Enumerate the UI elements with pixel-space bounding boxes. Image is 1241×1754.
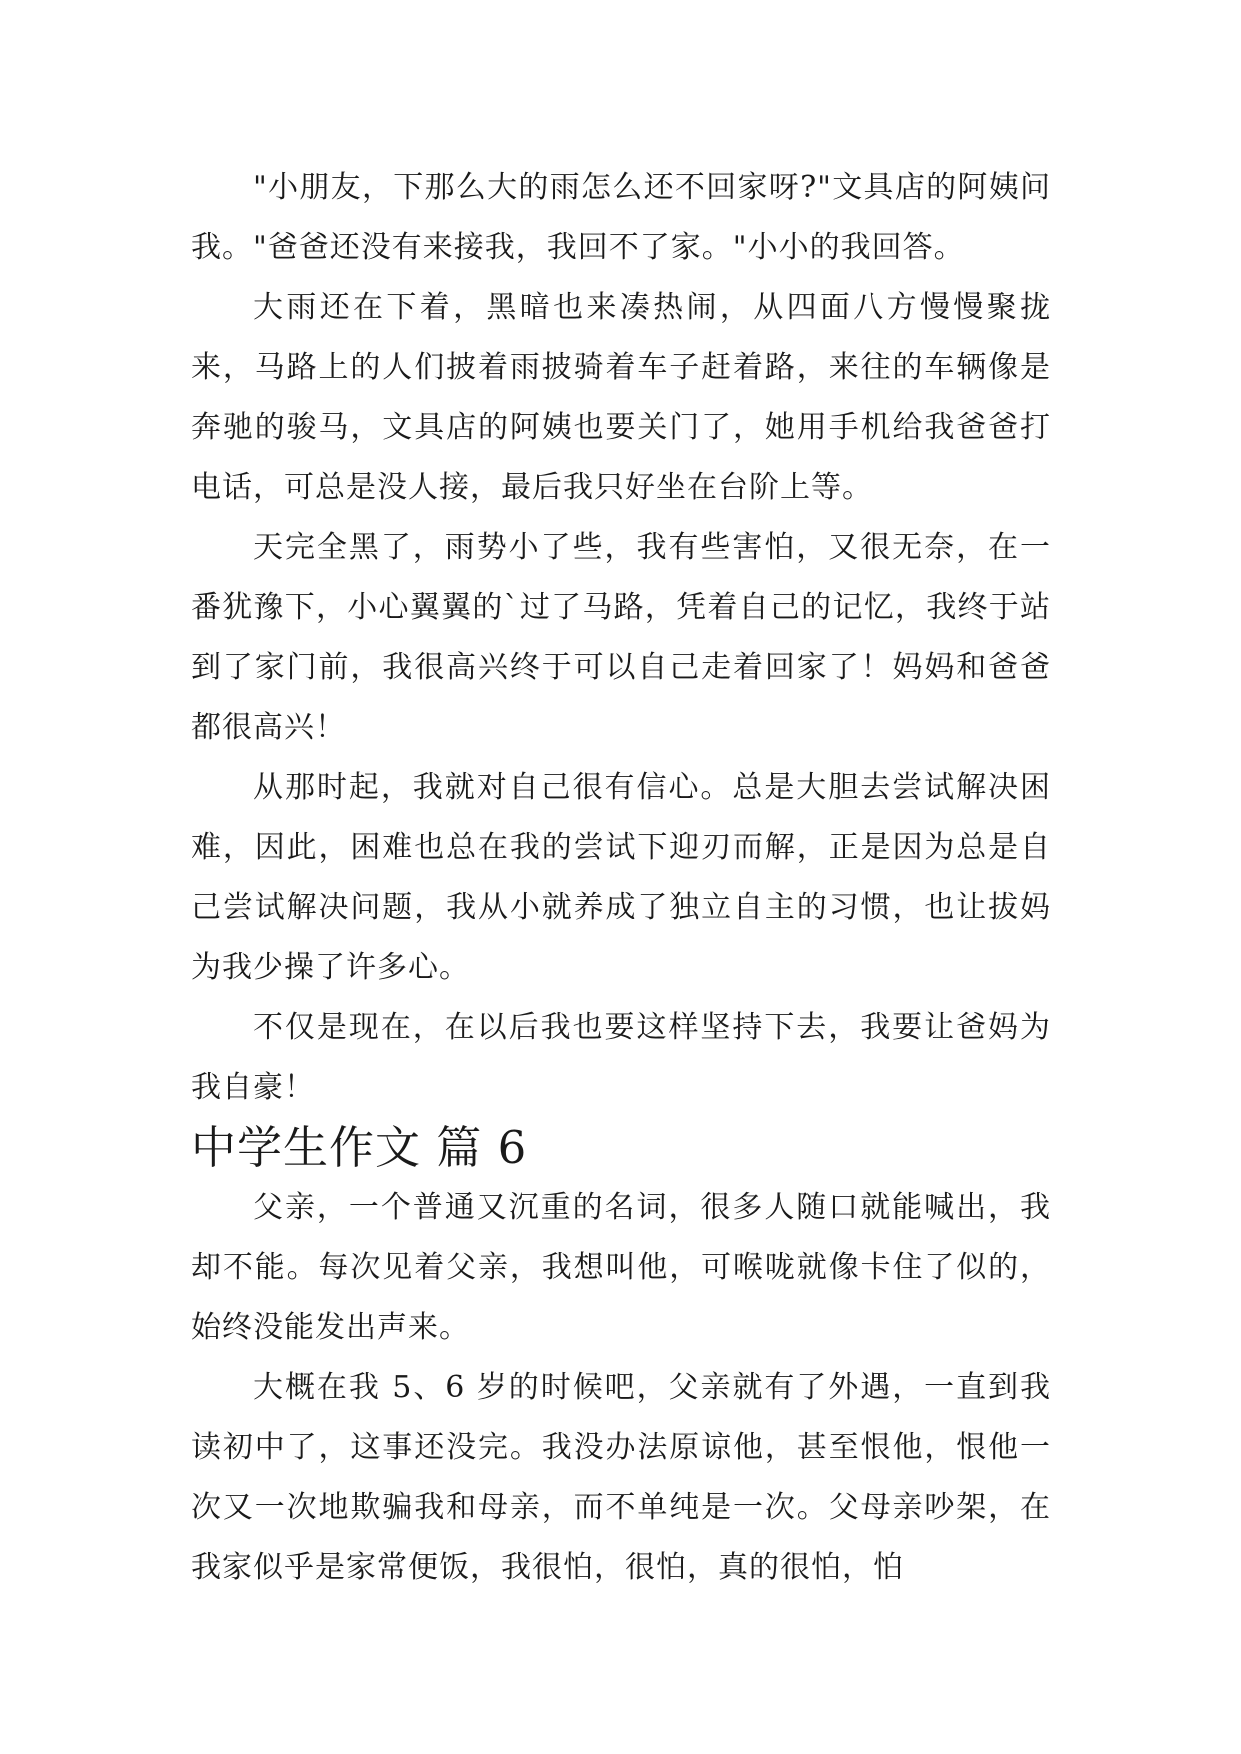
paragraph: 不仅是现在，在以后我也要这样坚持下去，我要让爸妈为我自豪！ (191, 1010, 1051, 1105)
paragraph: 大雨还在下着，黑暗也来凑热闹，从四面八方慢慢聚拢来，马路上的人们披着雨披骑着车子赶着路，来往的车辆像是奔驰的骏马，文具店的阿姨也要关门了，她用手机给我爸爸打电话，可总是没人接，最后我只好坐在台阶上等。 (191, 290, 1051, 505)
paragraph: "小朋友，下那么大的雨怎么还不回家呀?"文具店的阿姨问我。"爸爸还没有来接我，我回不了家。"小小的我回答。 (191, 170, 1051, 265)
paragraph: 天完全黑了，雨势小了些，我有些害怕，又很无奈，在一番犹豫下，小心翼翼的`过了马路，凭着自己的记忆，我终于站到了家门前，我很高兴终于可以自己走着回家了！妈妈和爸爸都很高兴！ (191, 530, 1051, 745)
section-heading: 中学生作文 篇 6 (191, 1121, 528, 1174)
document-page (191, 158, 1051, 1598)
paragraph: 从那时起，我就对自己很有信心。总是大胆去尝试解决困难，因此，困难也总在我的尝试下迎刃而解，正是因为总是自己尝试解决问题，我从小就养成了独立自主的习惯，也让拔妈为我少操了许多心。 (191, 770, 1051, 985)
paragraph: 大概在我 5、6 岁的时候吧，父亲就有了外遇，一直到我读初中了，这事还没完。我没办法原谅他，甚至恨他，恨他一次又一次地欺骗我和母亲，而不单纯是一次。父母亲吵架，在我家似乎是家常便饭，我很怕，很怕，真的很怕，怕 (191, 1370, 1051, 1585)
paragraph: 父亲，一个普通又沉重的名词，很多人随口就能喊出，我却不能。每次见着父亲，我想叫他，可喉咙就像卡住了似的，始终没能发出声来。 (191, 1190, 1051, 1345)
